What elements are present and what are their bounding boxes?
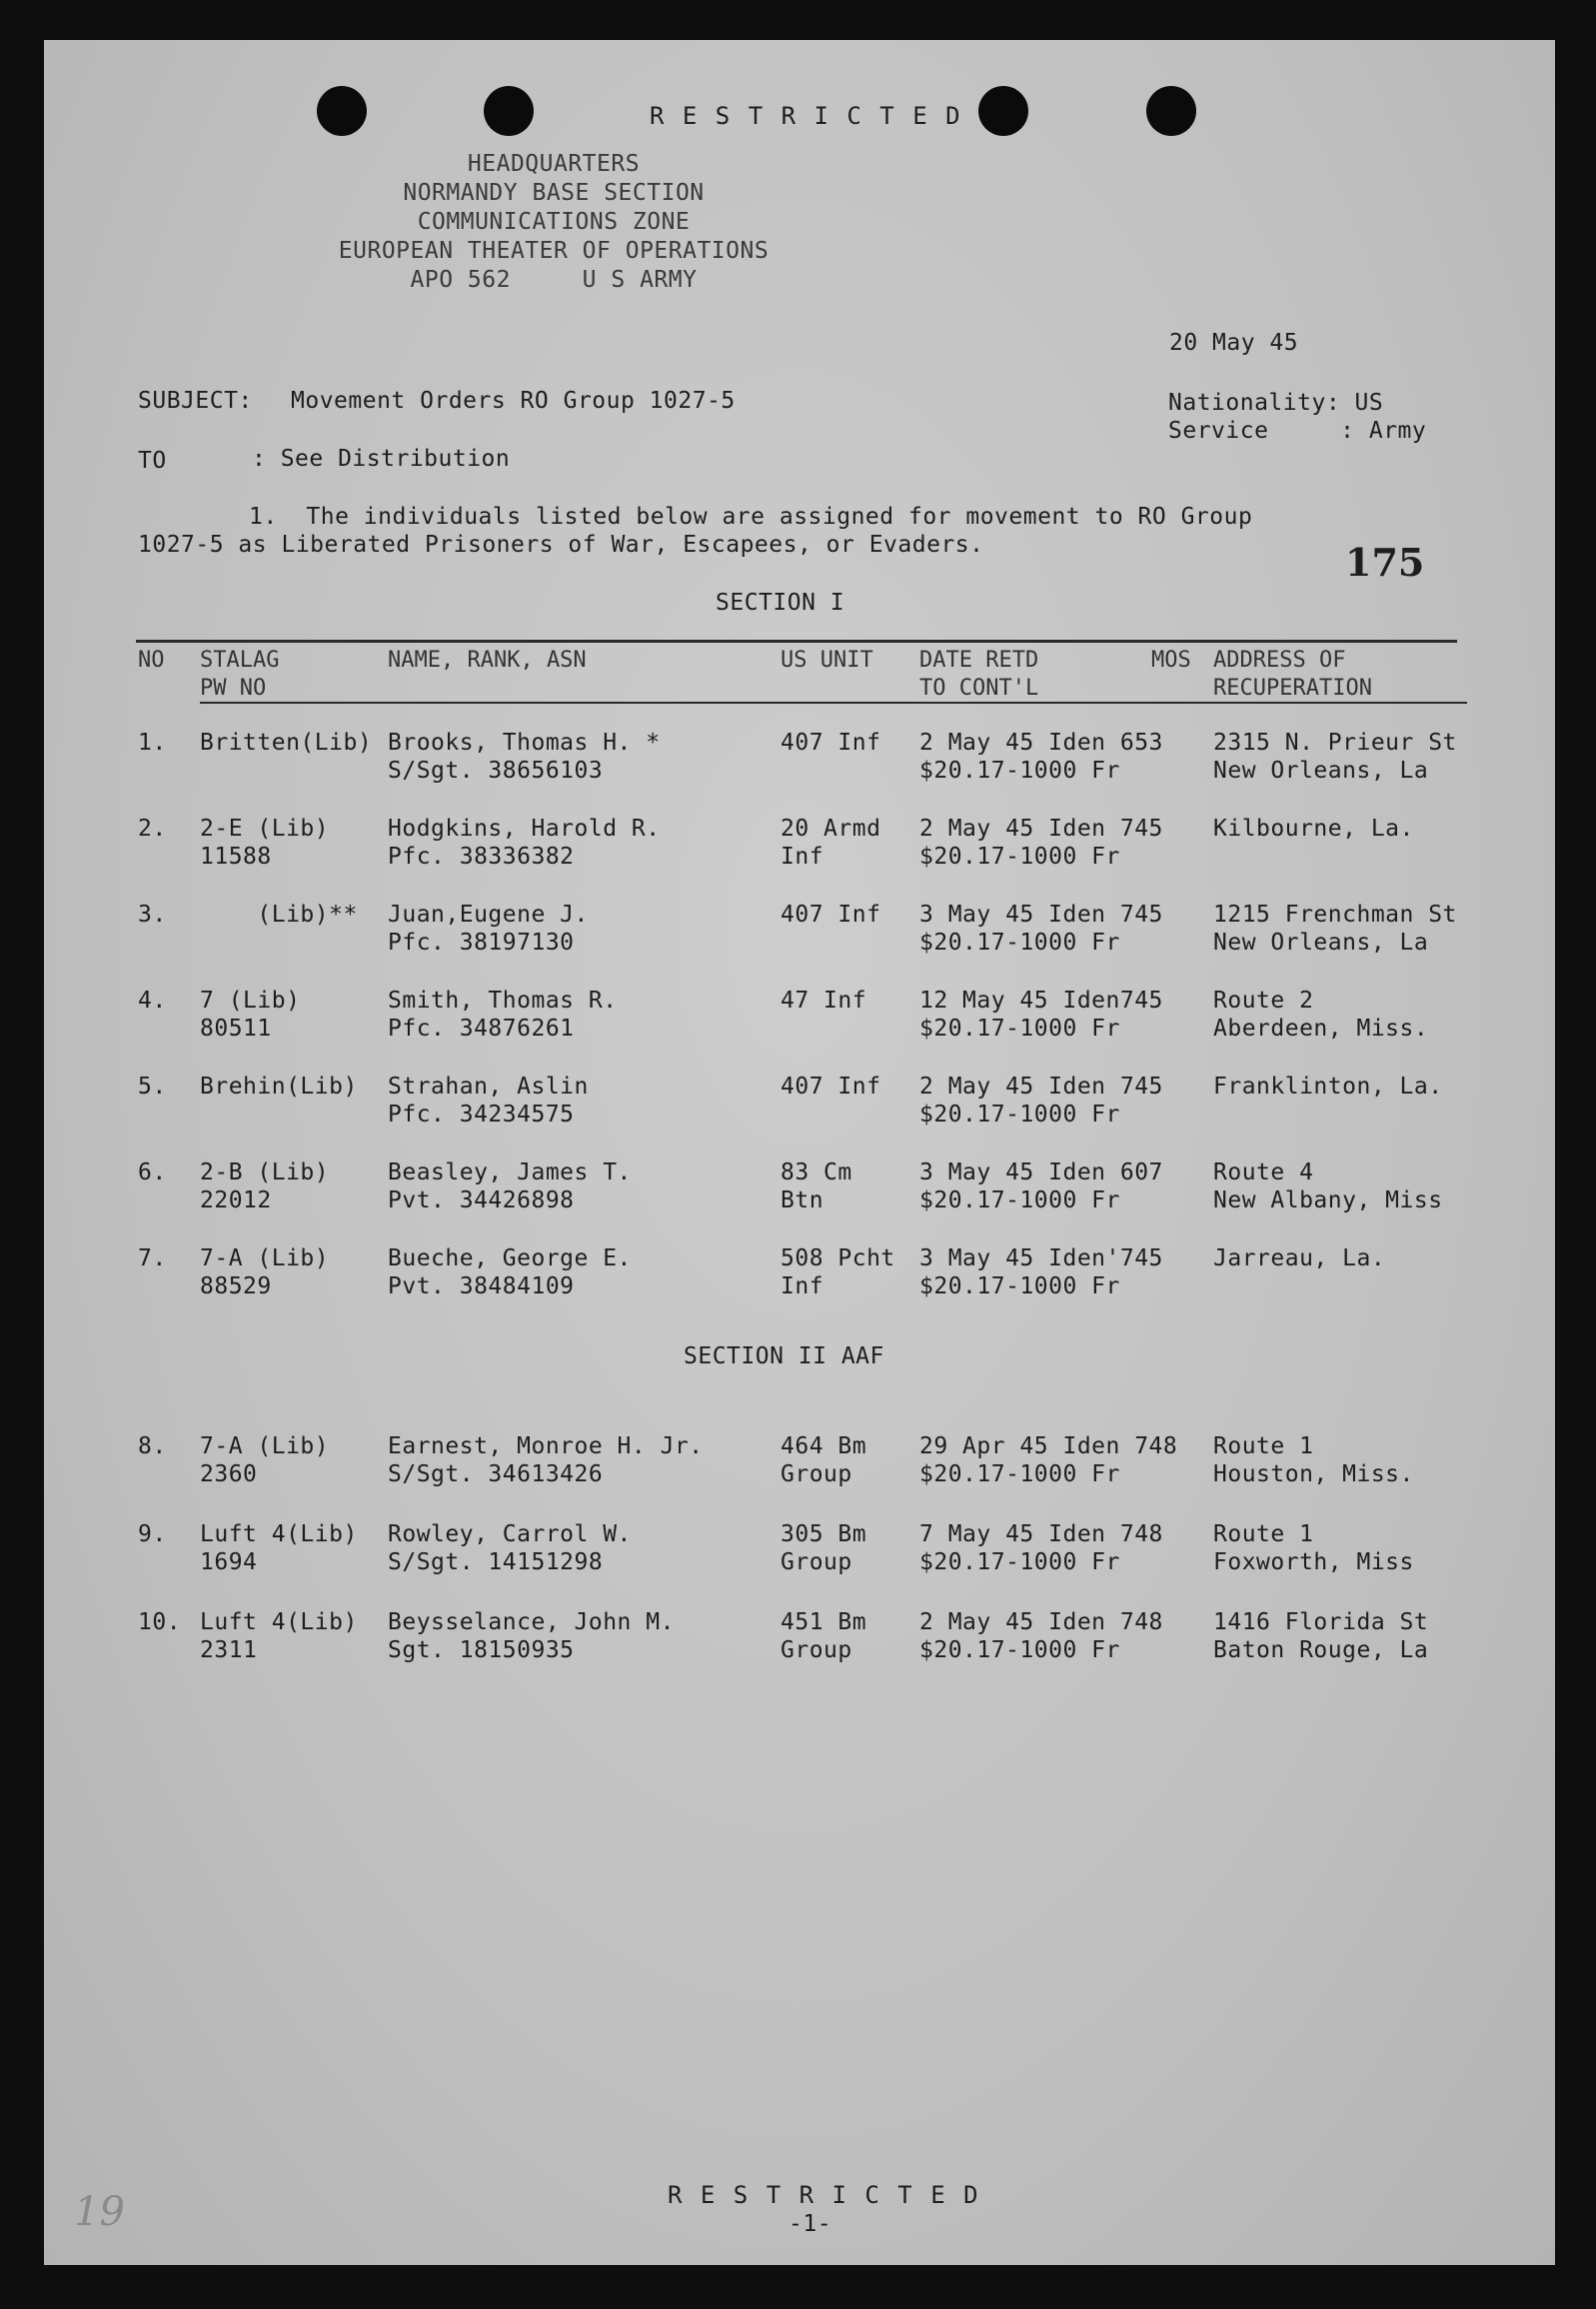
cell-no: 9. [138, 1521, 167, 1547]
cell-addr-line-2: New Albany, Miss [1213, 1187, 1443, 1213]
cell-name-line-2: Pfc. 38336382 [388, 844, 575, 870]
cell-date: 12 May 45 Iden745 [919, 988, 1163, 1014]
cell-addr-line-2: New Orleans, La [1213, 930, 1429, 956]
cell-date: 7 May 45 Iden 748 [919, 1521, 1163, 1547]
cell-name-line-2: Pvt. 34426898 [388, 1187, 575, 1213]
cell-addr: Franklinton, La. [1213, 1074, 1443, 1100]
restricted-header: R E S T R I C T E D [650, 102, 962, 130]
cell-name: Beasley, James T. [388, 1159, 632, 1185]
cell-date: 2 May 45 Iden 745 [919, 816, 1163, 842]
cell-addr: Jarreau, La. [1213, 1245, 1386, 1271]
cell-unit: 47 Inf [781, 988, 867, 1014]
cell-name: Juan,Eugene J. [388, 902, 589, 928]
col-date: DATE RETD [919, 648, 1039, 673]
cell-stalag: Luft 4(Lib) [200, 1521, 358, 1547]
cell-stalag: Luft 4(Lib) [200, 1609, 358, 1635]
document-date: 20 May 45 [1169, 330, 1299, 356]
punch-hole [317, 86, 367, 136]
cell-stalag-line-2: 80511 [200, 1016, 272, 1042]
intro-line-2: 1027-5 as Liberated Prisoners of War, Escapees, or Evaders. [138, 532, 984, 558]
header-bottom-rule [200, 702, 1467, 704]
cell-addr-line-2: Houston, Miss. [1213, 1461, 1414, 1487]
cell-unit: 451 Bm [781, 1609, 867, 1635]
cell-name-line-2: Sgt. 18150935 [388, 1637, 575, 1663]
cell-no: 3. [138, 902, 167, 928]
cell-stalag-line-2: 22012 [200, 1187, 272, 1213]
cell-unit-line-2: Inf [781, 1273, 824, 1299]
cell-unit-line-2: Inf [781, 844, 824, 870]
cell-name-line-2: Pfc. 34234575 [388, 1102, 575, 1128]
cell-name: Strahan, Aslin [388, 1074, 589, 1100]
cell-unit: 305 Bm [781, 1521, 867, 1547]
to-value: : See Distribution [252, 446, 511, 472]
cell-no: 5. [138, 1074, 167, 1100]
page-stamp-number: 175 [1345, 540, 1425, 585]
col-no: NO [138, 648, 165, 673]
org-line: APO 562 U S ARMY [410, 267, 698, 293]
cell-date-line-2: $20.17-1000 Fr [919, 1549, 1120, 1575]
service: Service : Army [1168, 418, 1427, 444]
cell-addr-line-2: Foxworth, Miss [1213, 1549, 1414, 1575]
cell-date-line-2: $20.17-1000 Fr [919, 1637, 1120, 1663]
cell-stalag: Britten(Lib) [200, 730, 373, 756]
cell-unit: 464 Bm [781, 1433, 867, 1459]
cell-stalag: 7-A (Lib) [200, 1245, 330, 1271]
org-line: EUROPEAN THEATER OF OPERATIONS [338, 238, 770, 264]
cell-stalag-line-2: 2360 [200, 1461, 258, 1487]
cell-name: Beysselance, John M. [388, 1609, 675, 1635]
subject-label: SUBJECT: [138, 388, 253, 414]
cell-date-line-2: $20.17-1000 Fr [919, 1016, 1120, 1042]
col-stalag: STALAG [200, 648, 280, 673]
cell-no: 10. [138, 1609, 182, 1635]
cell-stalag-line-2: 88529 [200, 1273, 272, 1299]
cell-unit-line-2: Group [781, 1461, 852, 1487]
cell-stalag-line-2: 2311 [200, 1637, 258, 1663]
col-mos: MOS [1151, 648, 1191, 673]
cell-date: 2 May 45 Iden 748 [919, 1609, 1163, 1635]
cell-name: Brooks, Thomas H. * [388, 730, 661, 756]
cell-name-line-2: S/Sgt. 38656103 [388, 758, 604, 784]
cell-unit: 407 Inf [781, 902, 881, 928]
cell-addr: Kilbourne, La. [1213, 816, 1414, 842]
document-page [44, 40, 1555, 2265]
col-name: NAME, RANK, ASN [388, 648, 587, 673]
cell-name: Rowley, Carrol W. [388, 1521, 632, 1547]
cell-name: Hodgkins, Harold R. [388, 816, 661, 842]
col-pw-no: PW NO [200, 676, 267, 701]
cell-unit: 20 Armd [781, 816, 881, 842]
cell-addr: Route 2 [1213, 988, 1314, 1014]
cell-no: 6. [138, 1159, 167, 1185]
org-line: NORMANDY BASE SECTION [403, 180, 705, 206]
punch-hole [484, 86, 534, 136]
cell-unit: 508 Pcht [781, 1245, 895, 1271]
cell-no: 8. [138, 1433, 167, 1459]
cell-date-line-2: $20.17-1000 Fr [919, 930, 1120, 956]
cell-addr-line-2: New Orleans, La [1213, 758, 1429, 784]
cell-addr: 1416 Florida St [1213, 1609, 1429, 1635]
cell-stalag: Brehin(Lib) [200, 1074, 358, 1100]
intro-line-1: 1. The individuals listed below are assigned for movement to RO Group [249, 504, 1253, 530]
punch-hole [1146, 86, 1196, 136]
cell-date-line-2: $20.17-1000 Fr [919, 1273, 1120, 1299]
org-block [44, 150, 1063, 295]
cell-addr-line-2: Baton Rouge, La [1213, 1637, 1429, 1663]
cell-addr: Route 4 [1213, 1159, 1314, 1185]
cell-stalag: (Lib)** [200, 902, 358, 928]
cell-name-line-2: S/Sgt. 34613426 [388, 1461, 604, 1487]
cell-addr: Route 1 [1213, 1433, 1314, 1459]
cell-unit-line-2: Group [781, 1637, 852, 1663]
cell-date: 2 May 45 Iden 653 [919, 730, 1163, 756]
cell-date: 29 Apr 45 Iden 748 [919, 1433, 1178, 1459]
cell-stalag: 2-E (Lib) [200, 816, 330, 842]
col-address: ADDRESS OF [1213, 648, 1346, 673]
cell-date-line-2: $20.17-1000 Fr [919, 1461, 1120, 1487]
org-line: HEADQUARTERS [467, 151, 641, 177]
cell-unit: 83 Cm [781, 1159, 852, 1185]
cell-name-line-2: S/Sgt. 14151298 [388, 1549, 604, 1575]
cell-stalag: 7-A (Lib) [200, 1433, 330, 1459]
cell-date: 3 May 45 Iden'745 [919, 1245, 1163, 1271]
cell-name: Bueche, George E. [388, 1245, 632, 1271]
cell-date: 3 May 45 Iden 607 [919, 1159, 1163, 1185]
col-unit: US UNIT [781, 648, 873, 673]
section-1-title: SECTION I [716, 590, 845, 616]
cell-addr: 2315 N. Prieur St [1213, 730, 1457, 756]
cell-date-line-2: $20.17-1000 Fr [919, 844, 1120, 870]
cell-date-line-2: $20.17-1000 Fr [919, 1102, 1120, 1128]
col-date-2: TO CONT'L [919, 676, 1039, 701]
cell-unit-line-2: Btn [781, 1187, 824, 1213]
subject-value: Movement Orders RO Group 1027-5 [291, 388, 736, 414]
cell-stalag-line-2: 1694 [200, 1549, 258, 1575]
nationality: Nationality: US [1168, 390, 1384, 416]
cell-no: 2. [138, 816, 167, 842]
cell-no: 7. [138, 1245, 167, 1271]
cell-name-line-2: Pvt. 38484109 [388, 1273, 575, 1299]
cell-stalag: 2-B (Lib) [200, 1159, 330, 1185]
cell-name-line-2: Pfc. 34876261 [388, 1016, 575, 1042]
restricted-footer: R E S T R I C T E D [668, 2181, 980, 2209]
cell-addr: Route 1 [1213, 1521, 1314, 1547]
cell-no: 4. [138, 988, 167, 1014]
cell-date: 2 May 45 Iden 745 [919, 1074, 1163, 1100]
section-2-title: SECTION II AAF [684, 1343, 884, 1369]
punch-hole [978, 86, 1028, 136]
cell-no: 1. [138, 730, 167, 756]
handwritten-number: 19 [74, 2189, 125, 2235]
cell-name-line-2: Pfc. 38197130 [388, 930, 575, 956]
col-address-2: RECUPERATION [1213, 676, 1372, 701]
cell-addr: 1215 Frenchman St [1213, 902, 1457, 928]
cell-name: Smith, Thomas R. [388, 988, 618, 1014]
cell-unit: 407 Inf [781, 730, 881, 756]
cell-addr-line-2: Aberdeen, Miss. [1213, 1016, 1429, 1042]
cell-unit-line-2: Group [781, 1549, 852, 1575]
cell-stalag-line-2: 11588 [200, 844, 272, 870]
page-number: -1- [789, 2211, 832, 2237]
cell-stalag: 7 (Lib) [200, 988, 301, 1014]
cell-unit: 407 Inf [781, 1074, 881, 1100]
cell-name: Earnest, Monroe H. Jr. [388, 1433, 704, 1459]
cell-date-line-2: $20.17-1000 Fr [919, 1187, 1120, 1213]
to-label: TO [138, 448, 167, 474]
cell-date-line-2: $20.17-1000 Fr [919, 758, 1120, 784]
org-line: COMMUNICATIONS ZONE [417, 209, 691, 235]
table-top-rule [136, 640, 1457, 643]
cell-date: 3 May 45 Iden 745 [919, 902, 1163, 928]
